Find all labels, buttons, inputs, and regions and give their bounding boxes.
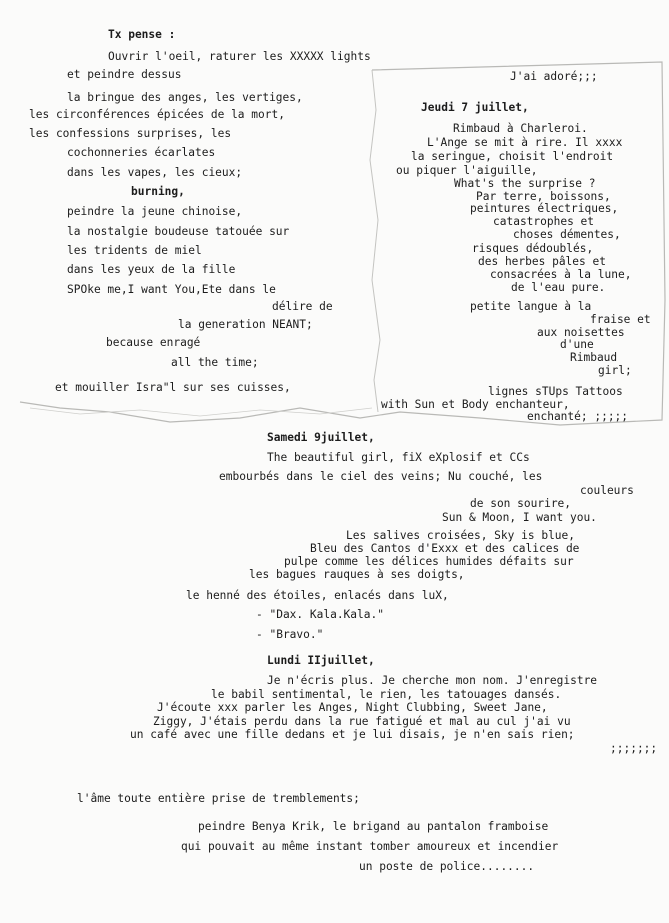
text-line: les tridents de miel — [67, 244, 202, 257]
text-line: de son sourire, — [470, 497, 572, 510]
text-line: les confessions surprises, les — [29, 127, 232, 140]
text-line: ou piquer l'aiguille, — [396, 164, 538, 177]
text-line: d'une — [560, 338, 594, 351]
text-line: all the time; — [171, 356, 259, 369]
text-line: l'âme toute entière prise de tremblements; — [77, 792, 360, 805]
text-line: Par terre, boissons, — [476, 190, 611, 203]
text-line: because enragé — [106, 336, 201, 349]
text-line: Jeudi 7 juillet, — [421, 101, 529, 114]
text-line: Bleu des Cantos d'Exxx et des calices de — [310, 542, 580, 555]
text-line: un café avec une fille dedans et je lui disais, je n'en sais rien; — [130, 728, 575, 741]
text-line: L'Ange se mit à rire. Il xxxx — [427, 136, 623, 149]
text-line: girl; — [598, 364, 632, 377]
text-line: des herbes pâles et — [478, 255, 606, 268]
text-line: un poste de police........ — [359, 860, 535, 873]
text-line: fraise et — [590, 313, 651, 326]
text-line: les circonférences épicées de la mort, — [29, 108, 285, 121]
text-line: la seringue, choisit l'endroit — [411, 150, 614, 163]
text-line: la nostalgie boudeuse tatouée sur — [67, 225, 290, 238]
text-line: ;;;;;;; — [610, 742, 658, 755]
text-line: la generation NEANT; — [178, 318, 313, 331]
text-line: peindre la jeune chinoise, — [67, 205, 243, 218]
text-line: peindre Benya Krik, le brigand au pantalon framboise — [198, 820, 549, 833]
text-line: - "Dax. Kala.Kala." — [256, 608, 384, 621]
text-line: qui pouvait au même instant tomber amoureux et incendier — [181, 840, 559, 853]
text-line: dans les yeux de la fille — [67, 263, 236, 276]
text-line: The beautiful girl, fiX eXplosif et CCs — [267, 451, 530, 464]
text-line: le henné des étoiles, enlacés dans luX, — [186, 589, 449, 602]
text-line: Je n'écris plus. Je cherche mon nom. J'enregistre — [267, 674, 598, 687]
text-line: J'écoute xxx parler les Anges, Night Clubbing, Sweet Jane, — [157, 701, 548, 714]
text-line: What's the surprise ? — [454, 177, 596, 190]
text-line: J'ai adoré;;; — [510, 70, 598, 83]
text-line: enchanté; ;;;;; — [527, 410, 629, 423]
text-line: les bagues rauques à ses doigts, — [249, 568, 465, 581]
text-line: peintures électriques, — [470, 202, 619, 215]
text-line: couleurs — [580, 484, 634, 497]
text-line: risques dédoublés, — [472, 242, 594, 255]
text-line: aux noisettes — [537, 326, 625, 339]
text-line: with Sun et Body enchanteur, — [381, 398, 570, 411]
text-line: et peindre dessus — [67, 68, 182, 81]
text-line: le babil sentimental, le rien, les tatouages dansés. — [211, 688, 562, 701]
text-line: Rimbaud — [570, 351, 618, 364]
text-line: pulpe comme les délices humides défaits sur — [284, 555, 574, 568]
text-line: délire de — [272, 300, 333, 313]
text-line: la bringue des anges, les vertiges, — [67, 91, 303, 104]
text-line: lignes sTUps Tattoos — [488, 385, 623, 398]
text-line: de l'eau pure. — [511, 281, 606, 294]
text-line: SPOke me,I want You,Ete dans le — [67, 283, 276, 296]
text-line: Lundi IIjuillet, — [267, 654, 375, 667]
text-line: - "Bravo." — [256, 628, 324, 641]
text-line: Tx pense : — [108, 28, 176, 41]
text-line: dans les vapes, les cieux; — [67, 166, 243, 179]
text-line: et mouiller Isra"l sur ses cuisses, — [55, 381, 291, 394]
text-line: Rimbaud à Charleroi. — [453, 122, 588, 135]
text-line: Samedi 9juillet, — [267, 431, 375, 444]
text-line: burning, — [131, 185, 185, 198]
text-line: Ziggy, J'étais perdu dans la rue fatigué et mal au cul j'ai vu — [153, 715, 571, 728]
text-line: catastrophes et — [493, 215, 595, 228]
text-line: cochonneries écarlates — [67, 146, 216, 159]
text-line: petite langue à la — [470, 300, 592, 313]
text-line: Ouvrir l'oeil, raturer les XXXXX lights — [108, 50, 371, 63]
text-line: consacrées à la lune, — [490, 268, 632, 281]
text-line: choses démentes, — [513, 228, 621, 241]
text-line: embourbés dans le ciel des veins; Nu couché, les — [219, 470, 543, 483]
text-line: Sun & Moon, I want you. — [442, 511, 597, 524]
text-line: Les salives croisées, Sky is blue, — [346, 529, 576, 542]
